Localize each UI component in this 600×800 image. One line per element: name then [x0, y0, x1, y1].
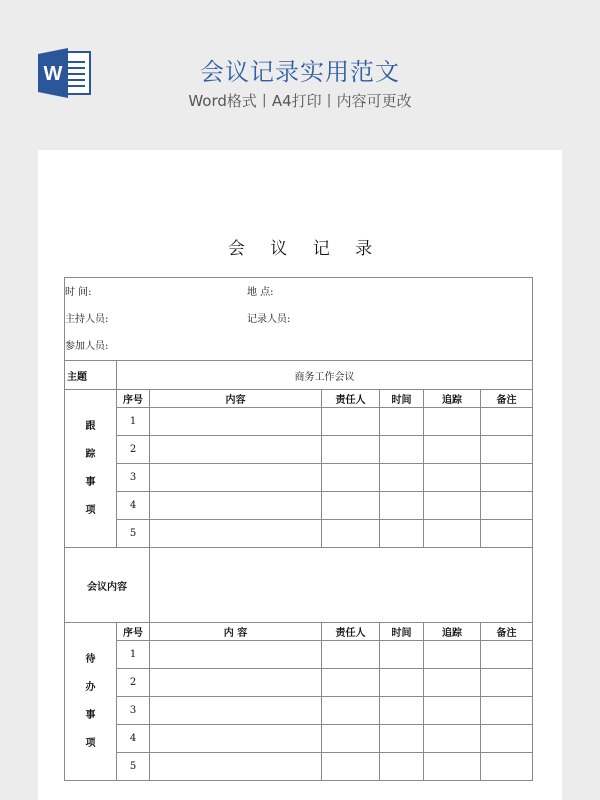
row-index: 4 — [117, 725, 150, 753]
table-cell[interactable] — [424, 436, 481, 464]
meeting-record-table — [64, 277, 533, 781]
table-row — [65, 464, 533, 492]
table-cell[interactable] — [322, 520, 380, 548]
row-index: 1 — [117, 408, 150, 436]
table-cell[interactable] — [322, 697, 380, 725]
place-label: 地 点: — [247, 286, 274, 298]
row-index: 3 — [117, 464, 150, 492]
table-cell[interactable] — [424, 492, 481, 520]
table-cell[interactable] — [424, 408, 481, 436]
table-cell[interactable] — [481, 408, 533, 436]
todo-label: 待 办 事 项 — [65, 623, 117, 781]
table-cell[interactable] — [481, 725, 533, 753]
row-index: 5 — [117, 753, 150, 781]
table-cell[interactable] — [150, 520, 322, 548]
table-cell[interactable] — [380, 669, 424, 697]
col-header-track: 追踪 — [424, 390, 481, 408]
table-cell[interactable] — [481, 464, 533, 492]
table-cell[interactable] — [380, 520, 424, 548]
col-header-owner: 责任人 — [322, 390, 380, 408]
table-cell[interactable] — [481, 492, 533, 520]
svg-text:W: W — [43, 63, 63, 85]
table-cell[interactable] — [150, 641, 322, 669]
table-cell[interactable] — [424, 697, 481, 725]
table-row — [65, 408, 533, 436]
row-index: 4 — [117, 492, 150, 520]
table-cell[interactable] — [380, 641, 424, 669]
content-row — [65, 548, 533, 623]
table-row — [65, 520, 533, 548]
table-cell[interactable] — [150, 753, 322, 781]
col-header-note: 备注 — [481, 390, 533, 408]
table-cell[interactable] — [424, 753, 481, 781]
table-cell[interactable] — [481, 697, 533, 725]
page-title: 会议记录实用范文 — [200, 58, 400, 86]
row-index: 1 — [117, 641, 150, 669]
table-cell[interactable] — [481, 436, 533, 464]
table-row — [65, 669, 533, 697]
info-cell[interactable] — [65, 278, 533, 361]
topic-row — [65, 361, 533, 390]
table-cell[interactable] — [380, 464, 424, 492]
table-cell[interactable] — [380, 697, 424, 725]
table-cell[interactable] — [380, 492, 424, 520]
info-row — [65, 278, 533, 361]
row-index: 2 — [117, 436, 150, 464]
table-cell[interactable] — [150, 464, 322, 492]
table-row — [65, 725, 533, 753]
table-cell[interactable] — [322, 753, 380, 781]
table-cell[interactable] — [380, 408, 424, 436]
table-cell[interactable] — [424, 520, 481, 548]
record-title: 会 议 记 录 — [227, 239, 383, 259]
col-header-content: 内容 — [150, 390, 322, 408]
row-index: 2 — [117, 669, 150, 697]
table-cell[interactable] — [150, 725, 322, 753]
meeting-content-cell[interactable] — [150, 548, 533, 623]
page-header — [0, 0, 600, 150]
table-cell[interactable] — [322, 408, 380, 436]
table-cell[interactable] — [481, 641, 533, 669]
host-label: 主持人员: — [65, 313, 109, 325]
table-cell[interactable] — [322, 464, 380, 492]
table-cell[interactable] — [481, 753, 533, 781]
document-page — [38, 150, 562, 800]
table-row — [65, 436, 533, 464]
followup-label: 跟 踪 事 项 — [65, 390, 117, 548]
table-cell[interactable] — [150, 436, 322, 464]
row-index: 5 — [117, 520, 150, 548]
col-header-index: 序号 — [117, 623, 150, 641]
table-cell[interactable] — [322, 669, 380, 697]
table-cell[interactable] — [150, 408, 322, 436]
table-cell[interactable] — [150, 492, 322, 520]
col-header-time: 时间 — [380, 623, 424, 641]
time-label: 时 间: — [65, 286, 92, 298]
table-row — [65, 492, 533, 520]
table-cell[interactable] — [322, 492, 380, 520]
followup-header-row — [65, 390, 533, 408]
col-header-note: 备注 — [481, 623, 533, 641]
col-header-index: 序号 — [117, 390, 150, 408]
attendees-label: 参加人员: — [65, 340, 109, 352]
todo-header-row — [65, 623, 533, 641]
col-header-time: 时间 — [380, 390, 424, 408]
table-row — [65, 697, 533, 725]
table-cell[interactable] — [424, 464, 481, 492]
table-cell[interactable] — [380, 436, 424, 464]
table-cell[interactable] — [322, 725, 380, 753]
table-cell[interactable] — [424, 641, 481, 669]
table-row — [65, 641, 533, 669]
row-index: 3 — [117, 697, 150, 725]
table-cell[interactable] — [150, 697, 322, 725]
col-header-owner: 责任人 — [322, 623, 380, 641]
table-cell[interactable] — [380, 753, 424, 781]
topic-label: 主题 — [65, 361, 117, 390]
table-cell[interactable] — [150, 669, 322, 697]
recorder-label: 记录人员: — [247, 313, 291, 325]
table-cell[interactable] — [380, 725, 424, 753]
table-cell[interactable] — [481, 669, 533, 697]
table-cell[interactable] — [424, 725, 481, 753]
table-cell[interactable] — [322, 436, 380, 464]
table-cell[interactable] — [322, 641, 380, 669]
page-subtitle: Word格式丨A4打印丨内容可更改 — [188, 92, 412, 110]
col-header-content: 内 容 — [150, 623, 322, 641]
meeting-content-label: 会议内容 — [65, 548, 150, 623]
table-cell[interactable] — [481, 520, 533, 548]
table-cell[interactable] — [424, 669, 481, 697]
table-row — [65, 753, 533, 781]
col-header-track: 追踪 — [424, 623, 481, 641]
topic-value[interactable]: 商务工作会议 — [117, 361, 533, 390]
